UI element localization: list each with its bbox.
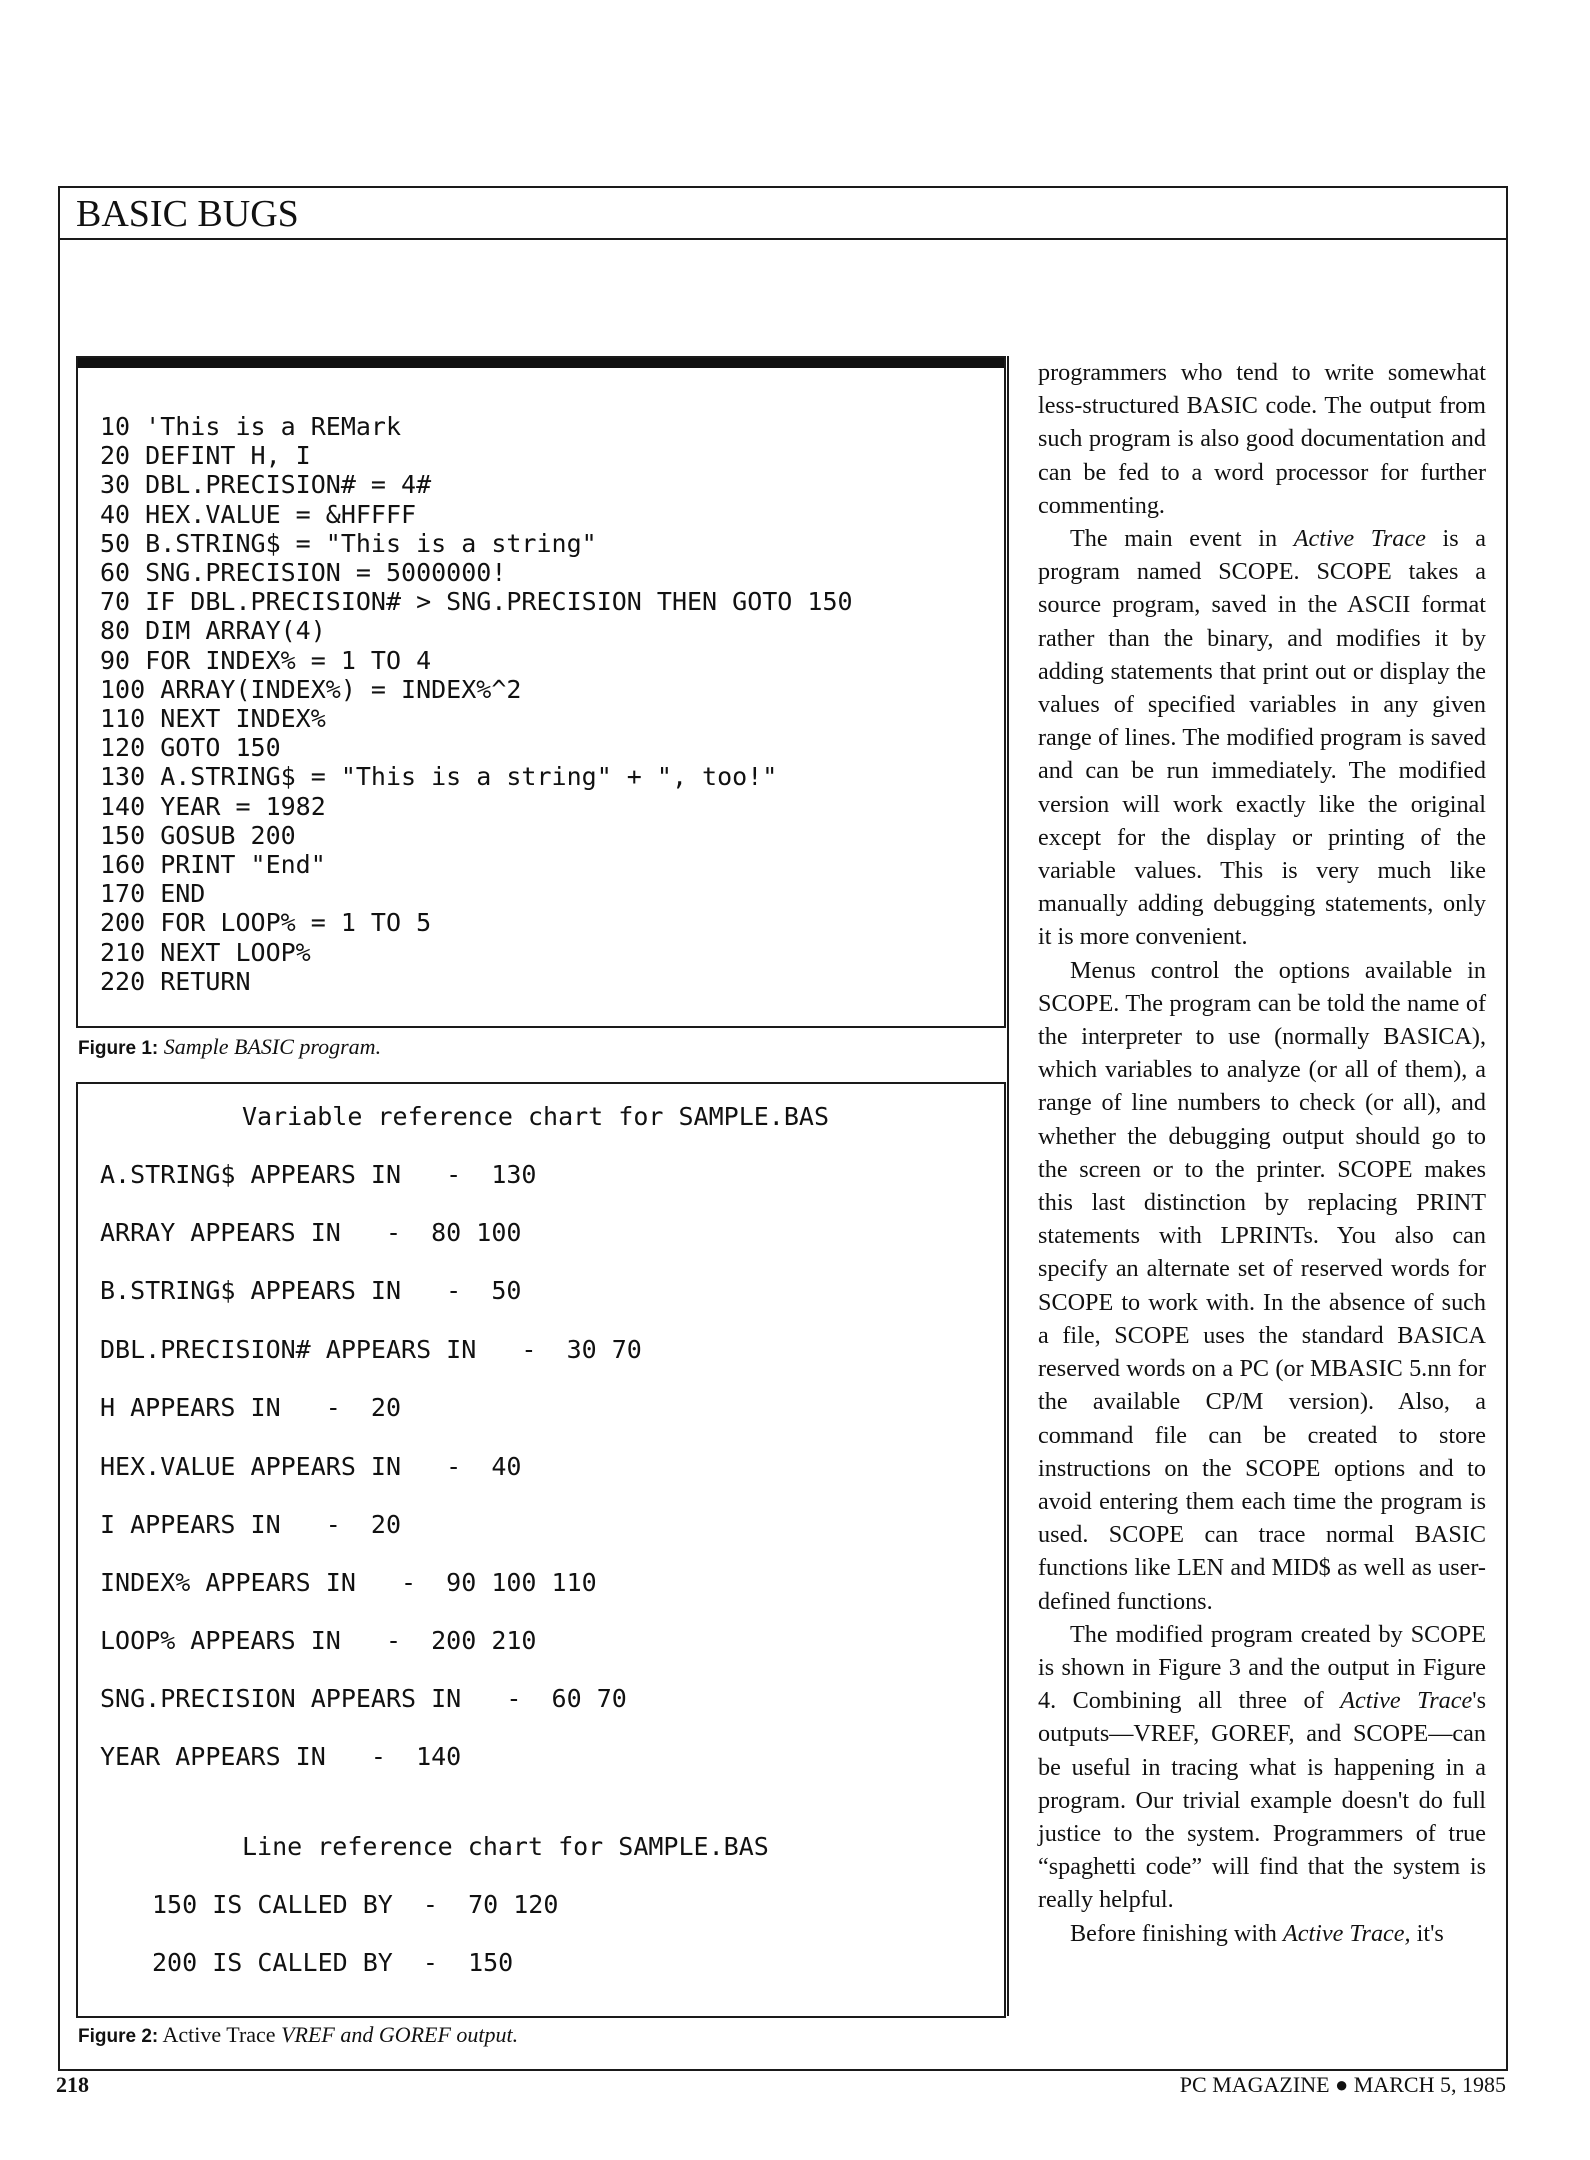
code-line: 60 SNG.PRECISION = 5000000! [100, 558, 507, 588]
code-line: 70 IF DBL.PRECISION# > SNG.PRECISION THEN GOTO 150 [100, 587, 853, 617]
figure-2-label: Figure 2: [78, 2026, 159, 2047]
figure-1-top-bar [78, 358, 1004, 368]
article-frame [58, 186, 1508, 2071]
product-name: Active Trace, [1282, 1919, 1411, 1947]
variable-row: YEAR APPEARS IN - 140 [100, 1742, 462, 1771]
product-name: Active Trace [1340, 1687, 1473, 1715]
paragraph-text: The main event in [1070, 525, 1294, 553]
code-line: 20 DEFINT H, I [100, 441, 311, 471]
variable-row: ARRAY APPEARS IN - 80 100 [100, 1218, 522, 1247]
code-line: 210 NEXT LOOP% [100, 937, 311, 967]
paragraph-text: The modified program created by SCOPE is shown in Figure 3 and the output in Figure 4. Combining all three of [1038, 1620, 1486, 1715]
code-line: 150 GOSUB 200 [100, 820, 296, 850]
figure-2-caption-plain: Active Trace [162, 2022, 276, 2047]
paragraph-text: it's [1410, 1919, 1444, 1947]
figure-1-label: Figure 1: [78, 1038, 159, 1059]
product-name: Active Trace [1293, 525, 1426, 553]
article-paragraph [1038, 356, 1486, 522]
article-paragraph [1038, 954, 1486, 1618]
code-line: 90 FOR INDEX% = 1 TO 4 [100, 645, 432, 675]
column-divider [1007, 356, 1009, 2016]
publication-line: PC MAGAZINE ● MARCH 5, 1985 [1179, 2072, 1506, 2097]
paragraph-text: Menus control the options available in SCOPE. The program can be told the name of the interpreter to use (normally BASICA), which variables to analyze (or all of them), a range of line numbers to check (or all), and whether the debugging output should go to the screen or to the printer. SCOPE makes this last distinction by replacing PRINT statements with LPRINTs. You also can specify an alternate set of reserved words for SCOPE to work with. In the absence of such a file, SCOPE uses the standard BASICA reserved words on a PC (or MBASIC 5.nn for the available CP/M version). Also, a command file can be created to store instructions on the SCOPE options and to avoid entering them each time the program is used. SCOPE can trace normal BASIC functions like LEN and MID$ as well as user-defined functions. [1038, 956, 1486, 1615]
code-line: 110 NEXT INDEX% [100, 704, 326, 734]
line-row: 150 IS CALLED BY - 70 120 [152, 1890, 559, 1919]
paragraph-text: Before finishing with [1070, 1919, 1283, 1947]
section-title: BASIC BUGS [76, 193, 299, 235]
code-line: 170 END [100, 879, 206, 909]
paragraph-text: programmers who tend to write somewhat less-structured BASIC code. The output from such program is also good documentation and can be fed to a word processor for further commenting. [1038, 359, 1486, 519]
figure-1-box [76, 356, 1006, 1028]
figure-2-caption-italic: VREF and GOREF output. [281, 2022, 519, 2047]
article-paragraph [1038, 1917, 1486, 1950]
variable-row: DBL.PRECISION# APPEARS IN - 30 70 [100, 1335, 642, 1364]
variable-chart-title: Variable reference chart for SAMPLE.BAS [242, 1102, 829, 1131]
paragraph-text: is a program named SCOPE. SCOPE takes a source program, saved in the ASCII format rather than the binary, and modifies it by adding statements that print out or display the values of specified variables in any given range of lines. The modified program is saved and can be run immediately. The modified version will work exactly like the original except for the display or printing of the variable values. This is very much like manually adding debugging statements, only it is more convenient. [1038, 525, 1486, 951]
article-paragraph [1038, 1618, 1486, 1917]
code-line: 120 GOTO 150 [100, 733, 281, 763]
variable-row: LOOP% APPEARS IN - 200 210 [100, 1626, 537, 1655]
figure-1-caption-text: Sample BASIC program. [163, 1034, 382, 1059]
variable-row: INDEX% APPEARS IN - 90 100 110 [100, 1568, 597, 1597]
variable-row: I APPEARS IN - 20 [100, 1510, 402, 1539]
code-line: 40 HEX.VALUE = &HFFFF [100, 499, 417, 529]
variable-row: H APPEARS IN - 20 [100, 1393, 402, 1422]
page-number: 218 [56, 2072, 89, 2097]
variable-row: SNG.PRECISION APPEARS IN - 60 70 [100, 1684, 627, 1713]
article-column [1038, 356, 1486, 1950]
code-line: 160 PRINT "End" [100, 850, 326, 880]
code-line: 100 ARRAY(INDEX%) = INDEX%^2 [100, 674, 522, 704]
line-chart-title: Line reference chart for SAMPLE.BAS [242, 1832, 769, 1861]
basic-program-listing [100, 412, 853, 996]
figure-2-caption [78, 2022, 518, 2050]
variable-row: B.STRING$ APPEARS IN - 50 [100, 1276, 522, 1305]
variable-row: HEX.VALUE APPEARS IN - 40 [100, 1452, 522, 1481]
code-line: 50 B.STRING$ = "This is a string" [100, 528, 597, 558]
line-row: 200 IS CALLED BY - 150 [152, 1948, 514, 1977]
code-line: 30 DBL.PRECISION# = 4# [100, 470, 432, 500]
code-line: 80 DIM ARRAY(4) [100, 616, 326, 646]
code-line: 200 FOR LOOP% = 1 TO 5 [100, 908, 432, 938]
variable-row: A.STRING$ APPEARS IN - 130 [100, 1160, 537, 1189]
article-paragraph [1038, 522, 1486, 954]
code-line: 140 YEAR = 1982 [100, 791, 326, 821]
paragraph-text: 's outputs—VREF, GOREF, and SCOPE—can be useful in tracing what is happening in a program. Our trivial example doesn't do full justice to the system. Programmers of true “spaghetti code” will find that the system is really helpful. [1038, 1687, 1486, 1914]
code-line: 130 A.STRING$ = "This is a string" + ", too!" [100, 762, 778, 792]
code-line: 220 RETURN [100, 966, 251, 996]
section-header [60, 188, 1506, 240]
code-line: 10 'This is a REMark [100, 412, 402, 441]
figure-1-caption [78, 1034, 381, 1062]
figure-2-box [76, 1082, 1006, 2018]
